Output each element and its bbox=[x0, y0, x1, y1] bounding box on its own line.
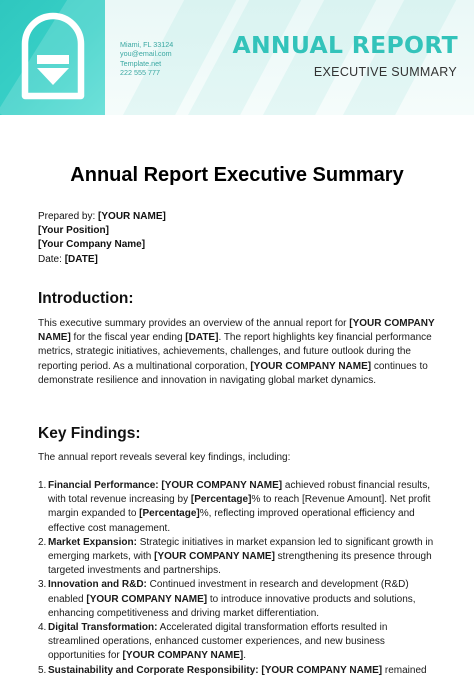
finding-text: achieved robust financial results, with total revenue increasing by bbox=[48, 480, 430, 506]
list-item bbox=[38, 536, 438, 579]
finding-text: remained bbox=[382, 664, 427, 676]
finding-text: . bbox=[243, 650, 247, 662]
prepared-position-line bbox=[38, 224, 166, 238]
list-number: 1. bbox=[38, 480, 47, 491]
prepared-block bbox=[38, 210, 166, 267]
key-findings-intro: The annual report reveals several key findings, including: bbox=[38, 452, 291, 463]
findings-list bbox=[38, 479, 438, 678]
contact-website: Template.net bbox=[120, 58, 162, 68]
introduction-heading: Introduction: bbox=[38, 290, 134, 307]
finding-text: Accelerated digital transformation efforts resulted in streamlined operations, enhanced customer experiences, and new business opportunities for bbox=[48, 622, 388, 662]
finding-label: Digital Transformation: bbox=[48, 622, 158, 634]
date-label: Date: bbox=[38, 253, 65, 265]
intro-text: This executive summary provides an overview of the annual report for bbox=[38, 318, 350, 329]
finding-text: %, reflecting improved operational efficiency and effective cost management. bbox=[48, 508, 415, 534]
intro-text: . The report highlights key financial performance metrics, strategic initiatives, achievements, challenges, and future outlook during the reporting period. As a multinational corporation, bbox=[38, 332, 432, 372]
list-number: 2. bbox=[38, 536, 47, 548]
intro-company: [YOUR COMPANY NAME] bbox=[250, 360, 372, 372]
finding-company: [YOUR COMPANY NAME] bbox=[86, 593, 208, 605]
finding-label: Innovation and R&D: bbox=[48, 579, 147, 591]
list-number: 4. bbox=[38, 622, 47, 634]
document-title: Annual Report Executive Summary bbox=[70, 164, 404, 186]
finding-company: [YOUR COMPANY NAME] bbox=[122, 650, 244, 662]
contact-info bbox=[120, 40, 173, 78]
contact-address: Miami, FL 33124 bbox=[120, 40, 174, 49]
prepared-by-label: Prepared by: bbox=[38, 211, 99, 222]
prepared-by-line bbox=[38, 210, 166, 224]
list-item bbox=[38, 578, 438, 621]
prepared-position: [Your Position] bbox=[38, 225, 109, 237]
brand-subtitle: EXECUTIVE SUMMARY bbox=[313, 65, 457, 79]
finding-text: Continued investment in research and development (R&D) enabled bbox=[48, 579, 409, 605]
list-number: 5. bbox=[38, 664, 47, 676]
finding-company: [YOUR COMPANY NAME] bbox=[161, 480, 283, 491]
introduction-paragraph bbox=[38, 317, 438, 388]
intro-text: continues to demonstrate resilience and innovation in navigating global market dynamics. bbox=[38, 360, 428, 386]
intro-date: [DATE] bbox=[185, 332, 219, 344]
key-findings-heading: Key Findings: bbox=[38, 425, 141, 442]
finding-percentage: [Percentage] bbox=[190, 494, 252, 506]
lock-shield-icon bbox=[17, 12, 89, 104]
finding-percentage: [Percentage] bbox=[139, 508, 200, 520]
list-item bbox=[38, 479, 438, 536]
finding-label: Sustainability and Corporate Responsibility: bbox=[48, 664, 259, 676]
prepared-company: [Your Company Name] bbox=[38, 239, 146, 251]
finding-company: [YOUR COMPANY NAME] bbox=[261, 664, 383, 676]
finding-text: strengthening its presence through targeted investments and partnerships. bbox=[48, 551, 432, 577]
letterhead bbox=[0, 0, 474, 115]
contact-email: you@email.com bbox=[120, 49, 172, 59]
date-value: [DATE] bbox=[64, 253, 98, 265]
prepared-company-line bbox=[38, 238, 166, 252]
finding-text: to introduce innovative products and solutions, enhancing competitiveness and driving market differentiation. bbox=[48, 593, 416, 619]
brand-title: ANNUAL REPORT bbox=[232, 31, 458, 59]
prepared-date-line bbox=[38, 253, 166, 267]
finding-text: Strategic initiatives in market expansion led to significant growth in emerging markets, with bbox=[48, 536, 434, 563]
finding-text: % to reach [Revenue Amount]. Net profit margin expanded to bbox=[48, 494, 431, 520]
contact-phone: 222 555 777 bbox=[120, 68, 160, 78]
finding-label: Financial Performance: bbox=[48, 480, 159, 491]
finding-company: [YOUR COMPANY NAME] bbox=[154, 551, 275, 563]
prepared-by-name: [YOUR NAME] bbox=[98, 211, 166, 222]
finding-label: Market Expansion: bbox=[48, 536, 137, 548]
list-number: 3. bbox=[38, 579, 47, 591]
intro-company: [YOUR COMPANY NAME] bbox=[38, 318, 435, 344]
logo bbox=[0, 0, 105, 115]
list-item bbox=[38, 621, 438, 664]
intro-text: for the fiscal year ending bbox=[70, 332, 186, 344]
